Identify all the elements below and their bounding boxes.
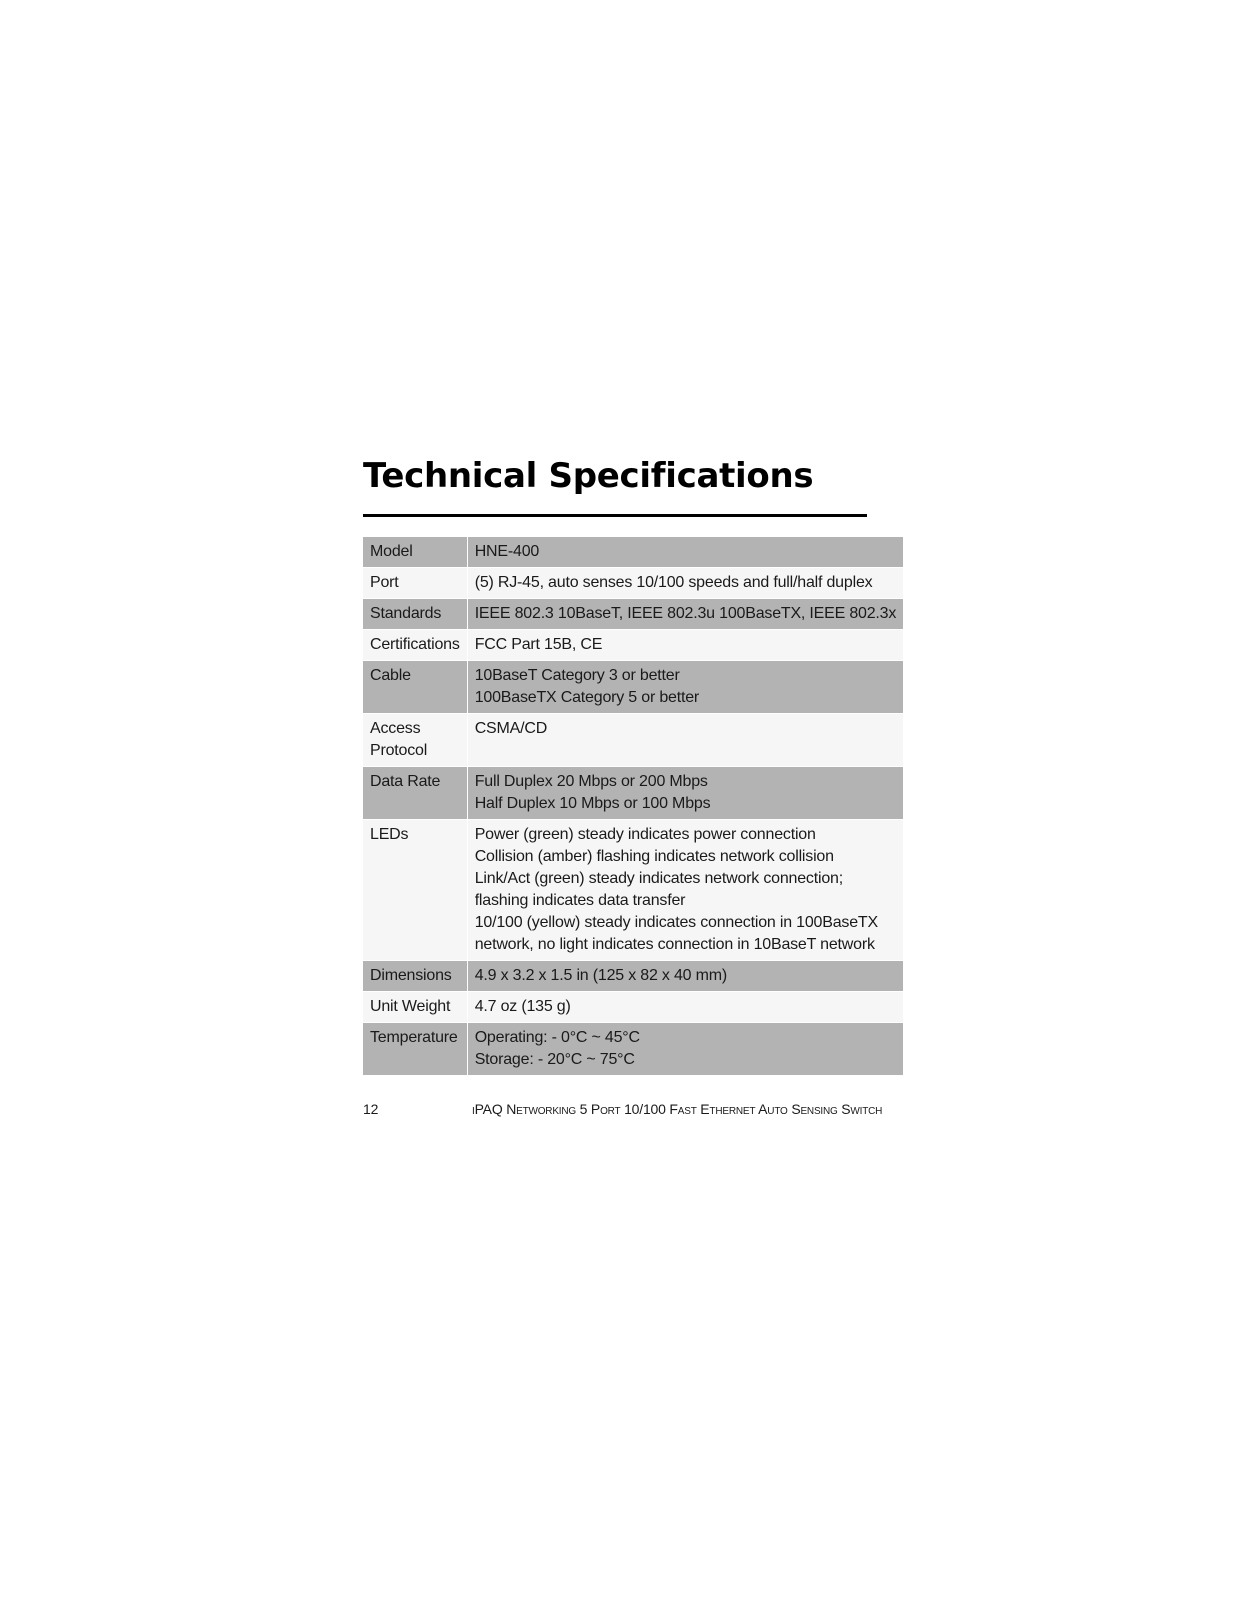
spec-value [467, 537, 903, 568]
spec-value-line: network, no light indicates connection in 10BaseT network [474, 936, 875, 953]
spec-value-line: 10BaseT Category 3 or better [474, 667, 680, 684]
spec-value-line: Link/Act (green) steady indicates network connection; [474, 870, 843, 887]
spec-row [363, 992, 903, 1023]
spec-value-line: 4.7 oz (135 g) [474, 998, 571, 1015]
spec-value [467, 661, 903, 714]
spec-value-line: 4.9 x 3.2 x 1.5 in (125 x 82 x 40 mm) [474, 967, 727, 984]
spec-value [467, 820, 903, 961]
spec-label: Temperature [363, 1023, 467, 1076]
spec-label: Data Rate [363, 767, 467, 820]
running-title: iPAQ Networking 5 Port 10/100 Fast Ethernet Auto Sensing Switch [472, 1101, 883, 1117]
spec-value [467, 599, 903, 630]
spec-row [363, 537, 903, 568]
spec-row [363, 767, 903, 820]
spec-value-line: (5) RJ-45, auto senses 10/100 speeds and full/half duplex [474, 574, 873, 591]
spec-row [363, 714, 903, 767]
spec-value-line: 10/100 (yellow) steady indicates connection in 100BaseTX [474, 914, 878, 931]
spec-label: LEDs [363, 820, 467, 961]
spec-label: Model [363, 537, 467, 568]
spec-row [363, 599, 903, 630]
spec-row [363, 961, 903, 992]
spec-value [467, 767, 903, 820]
spec-row [363, 1023, 903, 1076]
page-number: 12 [363, 1101, 379, 1117]
spec-row [363, 630, 903, 661]
spec-row [363, 568, 903, 599]
spec-value [467, 630, 903, 661]
spec-value-line: Full Duplex 20 Mbps or 200 Mbps [474, 773, 708, 790]
spec-label: Access Protocol [363, 714, 467, 767]
spec-value [467, 992, 903, 1023]
spec-value-line: FCC Part 15B, CE [474, 636, 603, 653]
spec-table [363, 537, 903, 1075]
spec-label: Cable [363, 661, 467, 714]
spec-value-line: Collision (amber) flashing indicates network collision [474, 848, 834, 865]
title-underline [363, 514, 867, 517]
spec-value-line: Power (green) steady indicates power connection [474, 826, 816, 843]
spec-value-line: HNE-400 [474, 543, 540, 560]
spec-value-line: Half Duplex 10 Mbps or 100 Mbps [474, 795, 711, 812]
spec-table-body [363, 537, 903, 1075]
spec-value-line: CSMA/CD [474, 720, 548, 737]
spec-row [363, 661, 903, 714]
spec-value-line: Storage: - 20°C ~ 75°C [474, 1051, 635, 1068]
spec-row [363, 820, 903, 961]
spec-value-line: Operating: - 0°C ~ 45°C [474, 1029, 640, 1046]
spec-label: Standards [363, 599, 467, 630]
spec-value [467, 568, 903, 599]
spec-label: Certifications [363, 630, 467, 661]
spec-value-line: 100BaseTX Category 5 or better [474, 689, 700, 706]
page-title: Technical Specifications [363, 456, 814, 496]
spec-label: Port [363, 568, 467, 599]
spec-value-line: flashing indicates data transfer [474, 892, 686, 909]
spec-label: Dimensions [363, 961, 467, 992]
spec-label: Unit Weight [363, 992, 467, 1023]
spec-value-line: IEEE 802.3 10BaseT, IEEE 802.3u 100BaseTX, IEEE 802.3x [474, 605, 897, 622]
spec-value [467, 714, 903, 767]
spec-value [467, 961, 903, 992]
spec-value [467, 1023, 903, 1076]
